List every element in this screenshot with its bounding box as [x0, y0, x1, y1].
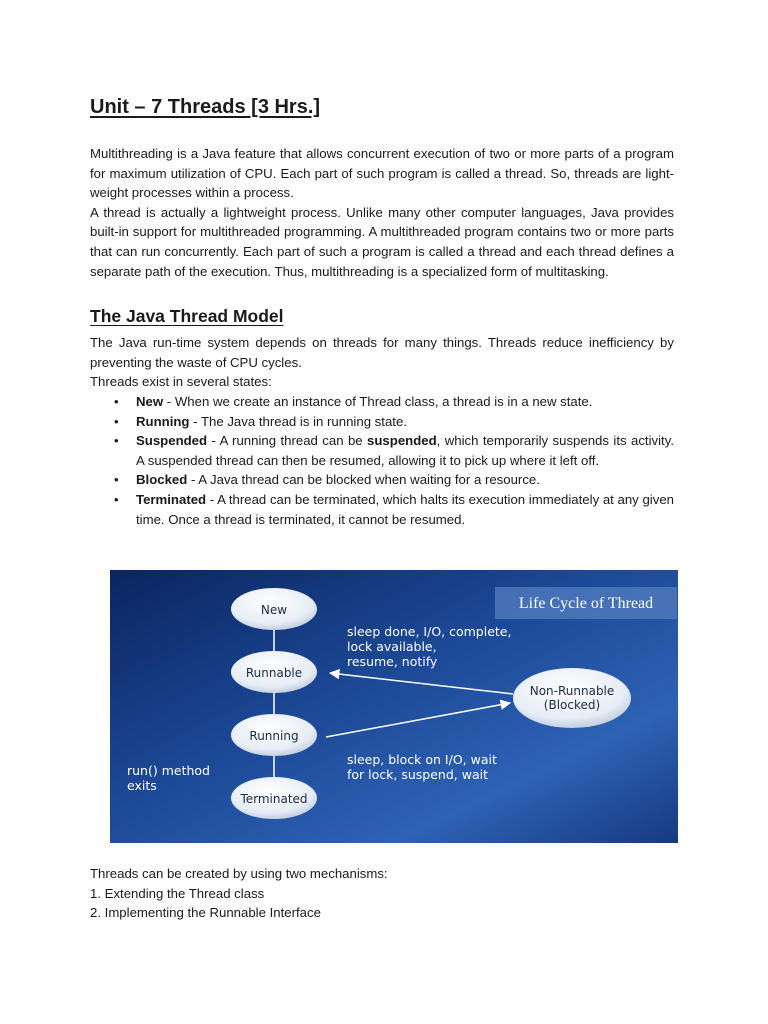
label-unblock-line: lock available,	[347, 639, 437, 654]
page-title: Unit – 7 Threads [3 Hrs.]	[90, 96, 321, 118]
label-block-conditions	[347, 752, 497, 782]
state-term: Blocked	[136, 472, 188, 488]
section-paragraph: The Java run-time system depends on threads for many things. Threads reduce inefficiency by preventing the waste of CPU cycles.	[90, 335, 674, 370]
list-item-suspended	[114, 431, 674, 470]
label-block-line: for lock, suspend, wait	[347, 767, 488, 782]
state-term: Running	[136, 413, 190, 429]
diagram-title: Life Cycle of Thread	[518, 595, 654, 612]
closing-item-2: 2. Implementing the Runnable Interface	[90, 905, 321, 921]
bullet: •	[114, 413, 119, 429]
node-blocked	[513, 668, 631, 728]
node-running	[231, 714, 317, 756]
node-terminated-label: Terminated	[240, 792, 308, 806]
bullet: •	[114, 491, 119, 507]
section-heading: The Java Thread Model	[90, 306, 284, 327]
intro-paragraph-2: A thread is actually a lightweight process. Unlike many other computer languages, Java provides built-in support for multithreaded programming. A multithreaded program contains two or more parts that can run concurrently. Each part of such a program is called a thread and each thread defines a separate path of the execution. Thus, multithreading is a specialized form of multitasking.	[90, 204, 674, 279]
states-intro: Threads exist in several states:	[90, 374, 272, 390]
label-run-exit-line: run() method	[127, 763, 210, 778]
list-item-terminated	[114, 490, 674, 529]
state-emphasis: suspended	[367, 433, 437, 449]
label-unblock-line: resume, notify	[347, 654, 438, 669]
node-running-label: Running	[249, 729, 299, 743]
bullet: •	[114, 433, 119, 449]
node-terminated	[231, 777, 317, 819]
state-description: - A running thread can be	[207, 433, 368, 449]
list-item-blocked	[114, 470, 674, 490]
closing-intro: Threads can be created by using two mechanisms:	[90, 866, 388, 881]
state-term: Suspended	[136, 433, 208, 449]
label-unblock-line: sleep done, I/O, complete,	[347, 624, 512, 639]
document-body	[90, 94, 674, 529]
closing-item-1: 1. Extending the Thread class	[90, 885, 265, 901]
list-item-new	[114, 392, 674, 412]
label-block-line: sleep, block on I/O, wait	[347, 752, 497, 767]
state-description-continued: , which temporarily suspends its activity. A suspended thread can then be resumed, allowing it to pick up where it left off.	[136, 433, 674, 468]
closing-section	[90, 864, 674, 923]
node-runnable	[231, 651, 317, 693]
state-term: New	[136, 393, 164, 409]
state-term: Terminated	[136, 491, 207, 507]
state-description: - The Java thread is in running state.	[189, 413, 407, 429]
node-new	[231, 588, 317, 630]
bullet: •	[114, 472, 119, 488]
bullet: •	[114, 393, 119, 409]
state-description: - When we create an instance of Thread class, a thread is in a new state.	[163, 393, 593, 409]
thread-lifecycle-diagram	[110, 570, 678, 843]
intro-paragraph-1: Multithreading is a Java feature that allows concurrent execution of two or more parts of a program for maximum utilization of CPU. Each part of such program is called a thread. So, threads are light-weight processes within a process.	[90, 146, 674, 201]
node-runnable-label: Runnable	[245, 666, 303, 680]
node-blocked-label-line1: Non-Runnable	[529, 684, 615, 698]
list-item-running	[114, 412, 674, 432]
node-blocked-label-line2: (Blocked)	[543, 698, 601, 712]
node-new-label: New	[260, 603, 288, 617]
state-description: - A Java thread can be blocked when waiting for a resource.	[187, 472, 540, 488]
state-description: - A thread can be terminated, which halts its execution immediately at any given time. Once a thread is terminated, it cannot be resumed.	[136, 491, 674, 527]
thread-states-list	[90, 392, 674, 529]
label-run-exit-line: exits	[127, 778, 157, 793]
